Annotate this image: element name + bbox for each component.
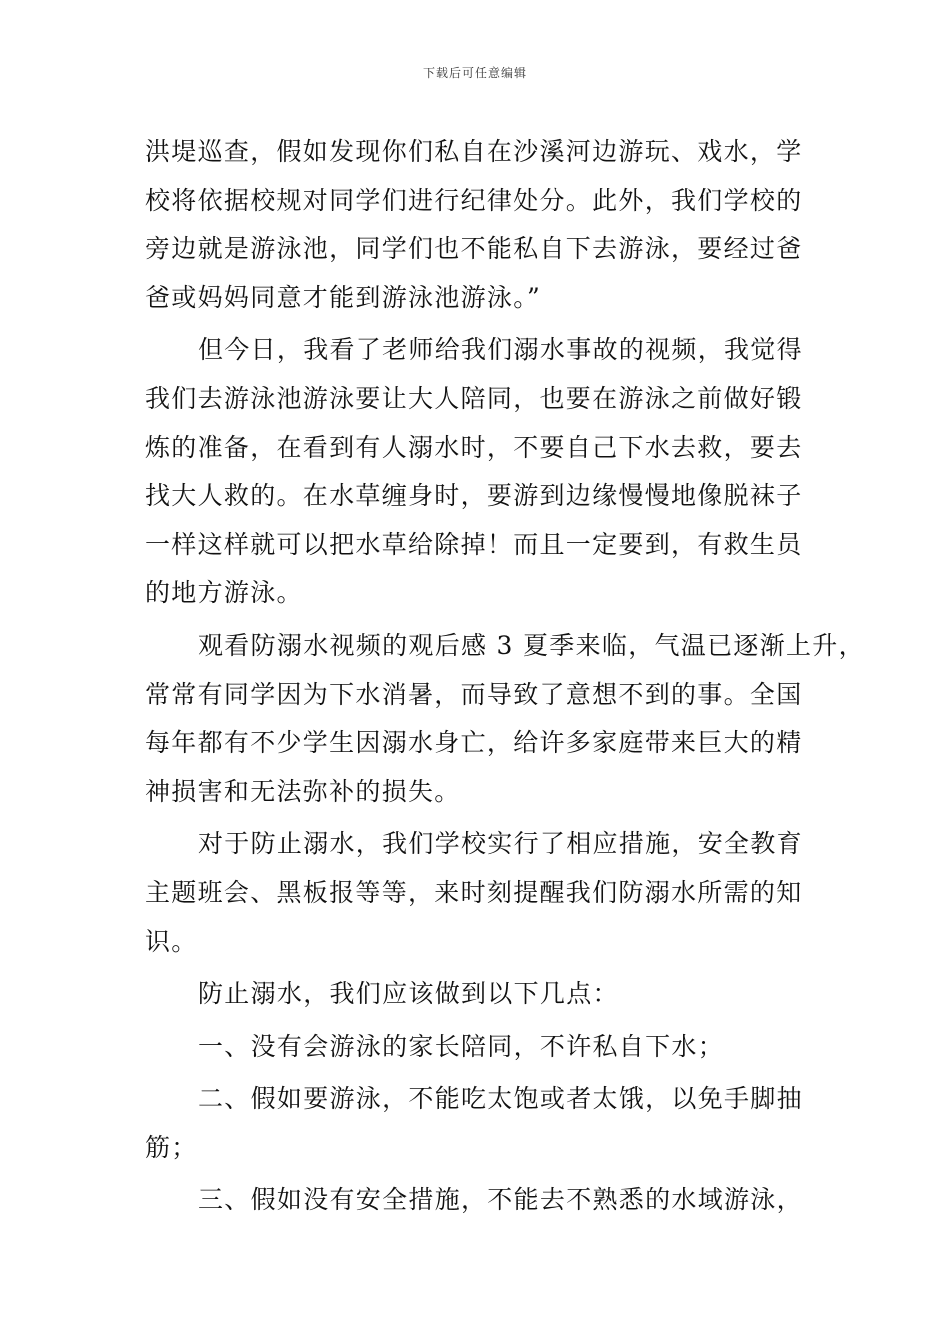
text-line: 校将依据校规对同学们进行纪律处分。此外，我们学校的 — [145, 185, 803, 215]
text-line: 筋； — [145, 1132, 198, 1162]
paragraph-start-line: 对于防止溺水，我们学校实行了相应措施，安全教育 — [198, 829, 803, 859]
text-line: 旁边就是游泳池，同学们也不能私自下去游泳，要经过爸 — [145, 234, 803, 264]
page-header: 下载后可任意编辑 — [422, 66, 527, 80]
paragraph-start-line: 防止溺水，我们应该做到以下几点： — [198, 979, 619, 1009]
text-line: 我们去游泳池游泳要让大人陪同，也要在游泳之前做好锻 — [145, 383, 803, 413]
document-body — [145, 128, 865, 1225]
text-line: 每年都有不少学生因溺水身亡，给许多家庭带来巨大的精 — [145, 728, 803, 758]
text-line: 爸或妈妈同意才能到游泳池游泳。” — [145, 282, 542, 312]
text-line: 主题班会、黑板报等等，来时刻提醒我们防溺水所需的知 — [145, 877, 803, 907]
text-line: 常常有同学因为下水消暑，而导致了意想不到的事。全国 — [145, 679, 803, 709]
text-line: 的地方游泳。 — [145, 578, 303, 608]
text-line: 炼的准备，在看到有人溺水时，不要自己下水去救，要去 — [145, 432, 803, 462]
list-item-line: 二、假如要游泳，不能吃太饱或者太饿，以免手脚抽 — [198, 1084, 803, 1114]
text-line: 找大人救的。在水草缠身时，要游到边缘慢慢地像脱袜子 — [145, 481, 803, 511]
text-line: 识。 — [145, 926, 198, 956]
list-item-line: 三、假如没有安全措施，不能去不熟悉的水域游泳， — [198, 1185, 803, 1215]
text-line: 洪堤巡查，假如发现你们私自在沙溪河边游玩、戏水，学 — [145, 137, 803, 166]
paragraph-start-line: 观看防溺水视频的观后感 3 夏季来临，气温已逐渐上升， — [198, 630, 865, 660]
text-line: 神损害和无法弥补的损失。 — [145, 776, 461, 806]
list-item-line: 一、没有会游泳的家长陪同，不许私自下水； — [198, 1031, 725, 1061]
text-line: 一样这样就可以把水草给除掉！而且一定要到，有救生员 — [145, 529, 803, 559]
paragraph-start-line: 但今日，我看了老师给我们溺水事故的视频，我觉得 — [198, 335, 803, 365]
